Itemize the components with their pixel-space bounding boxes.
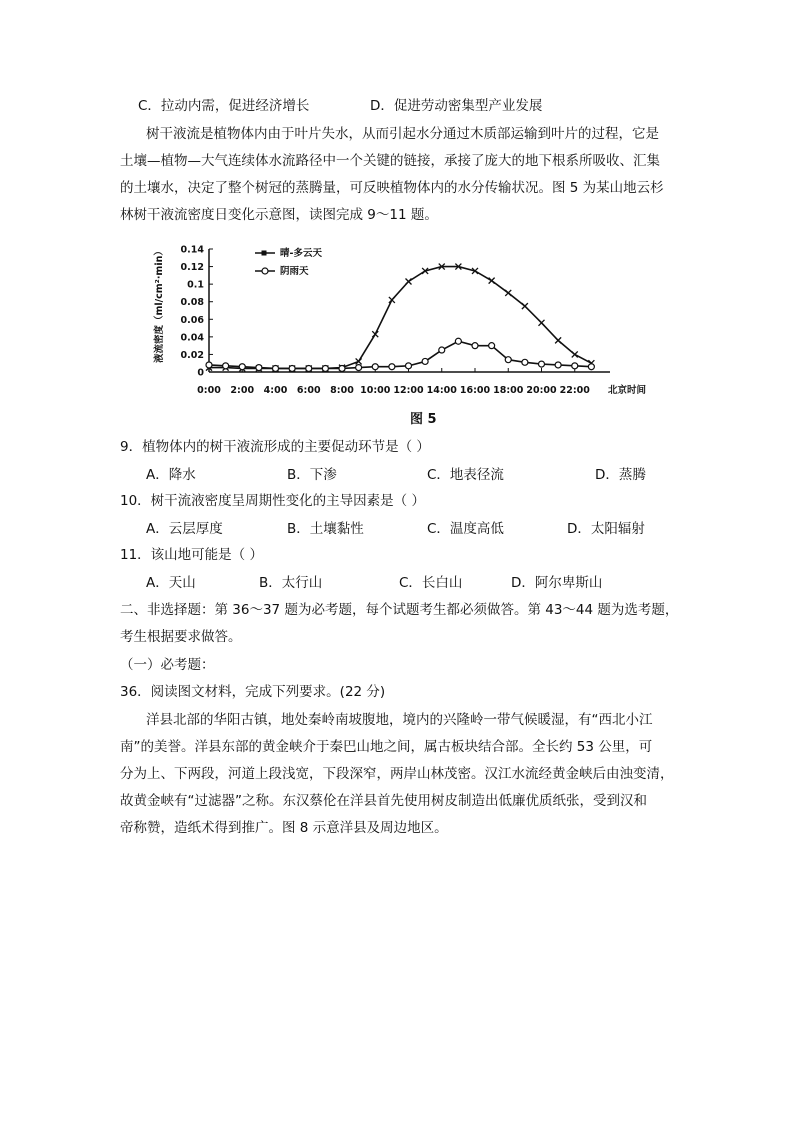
section2-subheading: （一）必考题： (120, 657, 215, 673)
data-point-rainy (505, 357, 511, 363)
question-36-stem: 36．阅读图文材料，完成下列要求。(22 分) (120, 684, 386, 700)
q36-paragraph-line: 分为上、下两段，河道上段浅宽，下段深窄，两岸山林茂密。汉江水流经黄金峡后由浊变清， (120, 766, 674, 782)
q9-option-b: B．下渗 (287, 467, 337, 483)
data-point-rainy (372, 364, 378, 370)
y-tick-label: 0.02 (180, 349, 204, 361)
q10-option-b: B．土壤黏性 (287, 521, 364, 537)
data-point-rainy (439, 347, 445, 353)
data-point-rainy (555, 362, 561, 368)
data-point-sunny (522, 303, 528, 309)
option-d-prev: D．促进劳动密集型产业发展 (370, 98, 543, 114)
data-point-rainy (356, 365, 362, 371)
chart-legend (255, 247, 322, 277)
legend-label-sunny: 晴-多云天 (280, 248, 322, 259)
data-point-sunny (372, 331, 378, 337)
data-point-rainy (489, 343, 495, 349)
data-point-rainy (389, 364, 395, 370)
q36-paragraph-line: 洋县北部的华阳古镇，地处秦岭南坡腹地，境内的兴隆岭一带气候暖湿，有“西北小江 (146, 712, 653, 728)
data-point-rainy (455, 338, 461, 344)
question-11-stem: 11．该山地可能是（ ） (120, 547, 263, 563)
q11-option-a: A．天山 (146, 575, 196, 591)
data-point-rainy (472, 343, 478, 349)
intro-line: 林树干液流密度日变化示意图，读图完成 9～11 题。 (120, 207, 438, 223)
data-point-rainy (206, 362, 212, 368)
q11-option-d: D．阿尔卑斯山 (511, 575, 603, 591)
q9-option-a: A．降水 (146, 467, 196, 483)
data-point-rainy (588, 364, 594, 370)
y-tick-label: 0.12 (180, 262, 204, 274)
q11-option-b: B．太行山 (259, 575, 323, 591)
x-tick-label: 20:00 (526, 385, 557, 396)
legend-label-rainy: 阴雨天 (280, 266, 309, 277)
y-tick-label: 0.08 (180, 297, 204, 309)
data-point-rainy (223, 363, 229, 369)
chart-axes (209, 249, 610, 372)
question-9-stem: 9．植物体内的树干液流形成的主要促动环节是（ ） (120, 439, 430, 455)
data-point-sunny (406, 279, 412, 285)
y-tick-label: 0 (197, 367, 204, 379)
y-tick-label: 0.1 (187, 279, 204, 291)
q10-option-c: C．温度高低 (427, 521, 504, 537)
intro-line: 土壤—植物—大气连续体水流路径中一个关键的链接，承接了庞大的地下根系所吸收、汇集 (120, 153, 660, 169)
data-point-rainy (406, 363, 412, 369)
data-point-sunny (489, 278, 495, 284)
data-point-rainy (539, 361, 545, 367)
section2-line2: 考生根据要求做答。 (120, 629, 242, 645)
y-axis-label: 液流密度（ml/cm²·min） (154, 246, 165, 363)
section2-line1: 二、非选择题：第 36～37 题为必考题，每个试题考生都必须做答。第 43～44 题为选考题， (120, 602, 679, 618)
data-point-rainy (289, 365, 295, 371)
x-tick-label: 14:00 (426, 385, 457, 396)
y-tick-labels (181, 245, 205, 379)
data-point-rainy (322, 365, 328, 371)
q10-option-a: A．云层厚度 (146, 521, 223, 537)
question-10-stem: 10．树干流液密度呈周期性变化的主导因素是（ ） (120, 493, 425, 509)
x-tick-label: 10:00 (360, 385, 391, 396)
x-axis-label: 北京时间 (608, 385, 647, 396)
x-tick-label: 12:00 (393, 385, 424, 396)
data-point-rainy (256, 365, 262, 371)
sap-flow-chart (150, 238, 670, 403)
y-tick-label: 0.04 (180, 332, 204, 344)
q9-option-d: D．蒸腾 (595, 467, 646, 483)
x-tick-label: 18:00 (493, 385, 524, 396)
q9-option-c: C．地表径流 (427, 467, 504, 483)
x-tick-label: 2:00 (230, 385, 255, 396)
series-layer (206, 264, 594, 372)
data-point-sunny (555, 337, 561, 343)
x-tick-labels (197, 385, 590, 396)
series-line-0 (209, 267, 591, 369)
x-tick-label: 16:00 (459, 385, 491, 396)
option-c-prev: C．拉动内需，促进经济增长 (138, 98, 310, 114)
data-point-rainy (239, 364, 245, 370)
data-point-rainy (339, 365, 345, 371)
data-point-sunny (389, 297, 395, 303)
data-point-rainy (273, 365, 279, 371)
data-point-sunny (572, 351, 578, 357)
x-tick-label: 0:00 (197, 385, 221, 396)
data-point-rainy (306, 365, 312, 371)
q36-paragraph-line: 故黄金峡有“过滤器”之称。东汉蔡伦在洋县首先使用树皮制造出低廉优质纸张，受到汉和 (120, 793, 647, 809)
data-point-sunny (539, 320, 545, 326)
legend-marker-rainy (262, 268, 268, 274)
q36-paragraph-line: 帝称赞，造纸术得到推广。图 8 示意洋县及周边地区。 (120, 820, 448, 836)
legend-marker-sunny (262, 251, 267, 256)
data-point-rainy (422, 358, 428, 364)
data-point-rainy (522, 359, 528, 365)
series-line-1 (209, 341, 591, 368)
data-point-rainy (572, 363, 578, 369)
intro-line: 的土壤水，决定了整个树冠的蒸腾量，可反映植物体内的水分传输状况。图 5 为某山地云杉 (120, 180, 664, 196)
y-tick-label: 0.06 (180, 314, 204, 326)
x-tick-label: 4:00 (263, 385, 288, 396)
q10-option-d: D．太阳辐射 (567, 521, 645, 537)
data-point-sunny (505, 290, 511, 296)
y-tick-label: 0.14 (180, 244, 204, 256)
q36-paragraph-line: 南”的美誉。洋县东部的黄金峡介于秦巴山地之间，属古板块结合部。全长约 53 公里，可 (120, 739, 653, 755)
figure-caption: 图 5 (410, 412, 437, 427)
q11-option-c: C．长白山 (399, 575, 463, 591)
intro-line: 树干液流是植物体内由于叶片失水，从而引起水分通过木质部运输到叶片的过程，它是 (146, 126, 659, 142)
x-tick-label: 22:00 (559, 385, 590, 396)
x-tick-label: 6:00 (296, 385, 321, 396)
x-tick-label: 8:00 (330, 385, 354, 396)
